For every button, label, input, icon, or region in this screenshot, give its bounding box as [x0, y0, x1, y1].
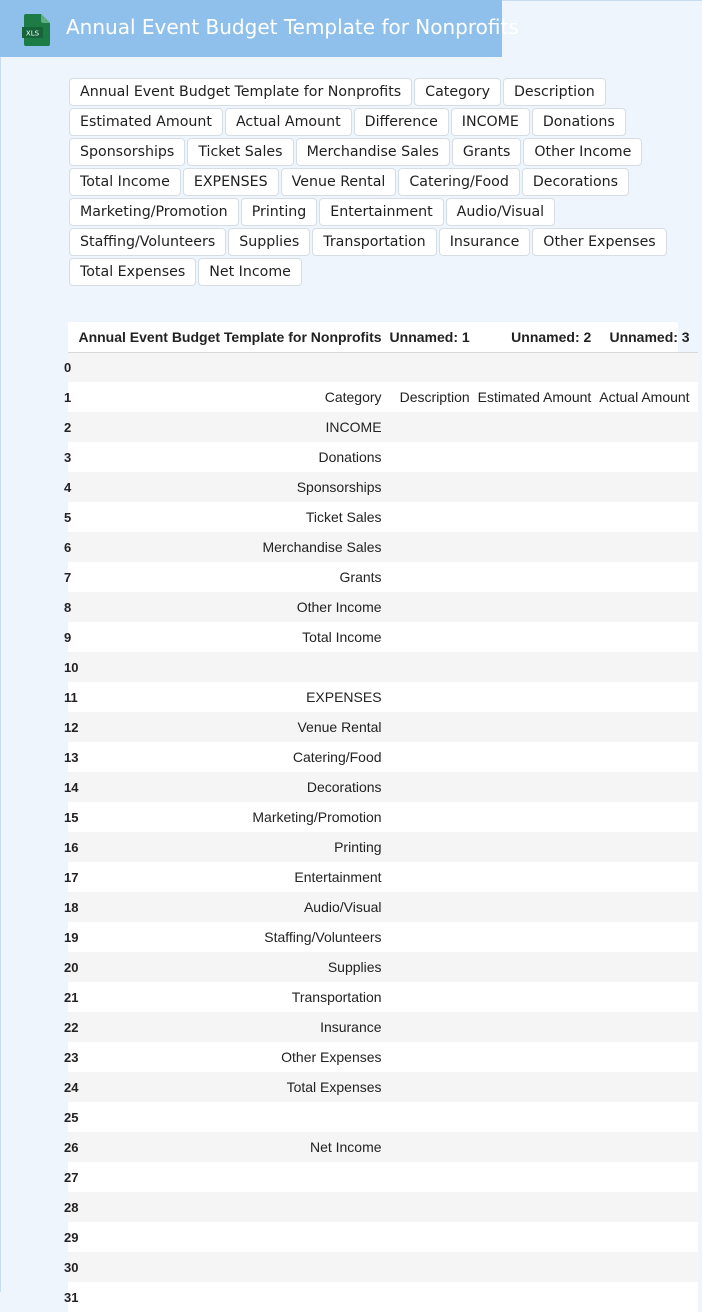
- table-cell[interactable]: [390, 952, 478, 982]
- table-cell[interactable]: Venue Rental: [297, 719, 382, 735]
- table-cell[interactable]: Donations: [318, 449, 382, 465]
- table-row: [68, 1102, 698, 1132]
- table-cell[interactable]: [390, 1192, 478, 1222]
- table-cell[interactable]: [599, 832, 697, 862]
- table-cell[interactable]: [599, 532, 697, 562]
- column-chip[interactable]: Estimated Amount: [69, 108, 223, 136]
- table-cell[interactable]: [478, 802, 600, 832]
- row-index: 11: [64, 689, 78, 705]
- page-title: Annual Event Budget Template for Nonprofits: [66, 15, 519, 39]
- table-row: [68, 442, 698, 472]
- table-cell[interactable]: [78, 1252, 389, 1282]
- table-cell[interactable]: Ticket Sales: [305, 509, 382, 525]
- table-row: [68, 742, 698, 772]
- table-cell[interactable]: [390, 1132, 478, 1162]
- column-chip[interactable]: Marketing/Promotion: [69, 198, 239, 226]
- table-cell[interactable]: [478, 622, 600, 652]
- table-cell[interactable]: [390, 1102, 478, 1132]
- column-chip[interactable]: Other Expenses: [532, 228, 666, 256]
- row-index: 29: [64, 1229, 79, 1245]
- table-cell[interactable]: [78, 352, 389, 382]
- table-header-row: [68, 322, 698, 352]
- row-index: 20: [64, 959, 79, 975]
- table-cell[interactable]: [599, 1282, 697, 1312]
- table-cell[interactable]: [78, 1222, 389, 1252]
- table-row: [68, 1252, 698, 1282]
- row-index: 6: [64, 539, 72, 555]
- table-cell[interactable]: [599, 1192, 697, 1222]
- spreadsheet-file-icon: [22, 14, 50, 46]
- table-cell[interactable]: Supplies: [327, 959, 382, 975]
- table-row: [68, 652, 698, 682]
- table-row: [68, 922, 698, 952]
- table-row: [68, 712, 698, 742]
- table-cell[interactable]: [390, 862, 478, 892]
- row-index: 8: [64, 599, 72, 615]
- column-chip[interactable]: Venue Rental: [281, 168, 397, 196]
- table-cell[interactable]: [599, 1162, 697, 1192]
- table-cell[interactable]: [599, 982, 697, 1012]
- row-index: 28: [64, 1199, 79, 1215]
- table-cell[interactable]: [478, 562, 600, 592]
- column-chip[interactable]: EXPENSES: [183, 168, 279, 196]
- table-cell[interactable]: [478, 1102, 600, 1132]
- table-cell[interactable]: [390, 1222, 478, 1252]
- column-chip[interactable]: Transportation: [312, 228, 436, 256]
- row-index: 17: [64, 869, 79, 885]
- table-cell[interactable]: [390, 1012, 478, 1042]
- table-cell[interactable]: Merchandise Sales: [262, 539, 382, 555]
- table-cell[interactable]: [478, 442, 600, 472]
- table-cell[interactable]: [599, 1252, 697, 1282]
- table-row: [68, 1012, 698, 1042]
- row-index: 7: [64, 569, 72, 585]
- data-table-container[interactable]: [64, 322, 690, 1305]
- table-cell[interactable]: [599, 592, 697, 622]
- table-row: [68, 472, 698, 502]
- table-cell[interactable]: [478, 1192, 600, 1222]
- row-index: 3: [64, 449, 72, 465]
- table-row: [68, 1192, 698, 1222]
- column-chip[interactable]: Staffing/Volunteers: [69, 228, 226, 256]
- table-cell[interactable]: [478, 1072, 600, 1102]
- column-header[interactable]: Annual Event Budget Template for Nonprofits: [78, 322, 389, 352]
- table-cell[interactable]: [478, 472, 600, 502]
- table-row: [68, 1072, 698, 1102]
- table-cell[interactable]: [599, 682, 697, 712]
- table-cell[interactable]: [599, 712, 697, 742]
- table-cell[interactable]: Printing: [334, 839, 382, 855]
- column-chip[interactable]: Category: [414, 78, 501, 106]
- table-cell[interactable]: Marketing/Promotion: [252, 809, 382, 825]
- row-index: 4: [64, 479, 72, 495]
- table-cell[interactable]: Estimated Amount: [477, 389, 592, 405]
- table-row: [68, 1282, 698, 1312]
- row-index: 18: [64, 899, 79, 915]
- row-index: 2: [64, 419, 72, 435]
- table-cell[interactable]: [599, 1012, 697, 1042]
- column-chip[interactable]: Annual Event Budget Template for Nonprofits: [69, 78, 412, 106]
- table-cell[interactable]: [599, 802, 697, 832]
- table-cell[interactable]: [390, 892, 478, 922]
- table-cell[interactable]: [478, 1132, 600, 1162]
- table-row: [68, 1222, 698, 1252]
- table-cell[interactable]: [478, 502, 600, 532]
- table-cell[interactable]: [478, 742, 600, 772]
- column-chip[interactable]: Net Income: [198, 258, 302, 286]
- table-cell[interactable]: [478, 1042, 600, 1072]
- row-index: 26: [64, 1139, 79, 1155]
- table-cell[interactable]: [390, 412, 478, 442]
- table-cell[interactable]: [390, 742, 478, 772]
- column-chip[interactable]: Merchandise Sales: [296, 138, 450, 166]
- index-header: [68, 322, 78, 352]
- table-cell[interactable]: [599, 652, 697, 682]
- table-cell[interactable]: [478, 862, 600, 892]
- table-cell[interactable]: [478, 1162, 600, 1192]
- table-row: [68, 772, 698, 802]
- row-index: 0: [64, 359, 72, 375]
- table-cell[interactable]: [478, 592, 600, 622]
- table-cell[interactable]: [478, 1282, 600, 1312]
- table-row: [68, 682, 698, 712]
- row-index: 19: [64, 929, 79, 945]
- row-index: 1: [64, 389, 72, 405]
- column-chip-list: [69, 78, 695, 286]
- row-index: 23: [64, 1049, 79, 1065]
- table-row: [68, 382, 698, 412]
- column-chip[interactable]: Printing: [241, 198, 318, 226]
- table-cell[interactable]: [599, 1222, 697, 1252]
- table-cell[interactable]: [599, 502, 697, 532]
- app-header: [0, 0, 519, 57]
- table-row: [68, 1162, 698, 1192]
- table-cell[interactable]: Description: [399, 389, 470, 405]
- table-cell[interactable]: [390, 832, 478, 862]
- table-cell[interactable]: [478, 352, 600, 382]
- row-index: 5: [64, 509, 72, 525]
- table-cell[interactable]: [478, 1012, 600, 1042]
- table-cell[interactable]: [599, 622, 697, 652]
- table-cell[interactable]: [478, 952, 600, 982]
- table-cell[interactable]: Other Expenses: [281, 1049, 382, 1065]
- table-row: [68, 832, 698, 862]
- table-cell[interactable]: [599, 922, 697, 952]
- table-row: [68, 352, 698, 382]
- row-index: 31: [64, 1289, 79, 1305]
- table-row: [68, 892, 698, 922]
- column-chip[interactable]: Difference: [354, 108, 449, 136]
- table-cell[interactable]: [390, 1162, 478, 1192]
- table-row: [68, 622, 698, 652]
- row-index: 22: [64, 1019, 79, 1035]
- table-cell[interactable]: Category: [324, 389, 382, 405]
- table-cell[interactable]: [78, 1192, 389, 1222]
- data-table: [64, 322, 698, 1312]
- table-cell[interactable]: [390, 922, 478, 952]
- column-chip[interactable]: Catering/Food: [398, 168, 519, 196]
- table-row: [68, 802, 698, 832]
- table-cell[interactable]: [478, 652, 600, 682]
- table-cell[interactable]: Audio/Visual: [303, 899, 382, 915]
- table-cell[interactable]: [390, 772, 478, 802]
- table-cell[interactable]: [599, 472, 697, 502]
- table-cell[interactable]: [390, 472, 478, 502]
- page-border-left: [0, 0, 1, 1292]
- row-index: 16: [64, 839, 79, 855]
- row-index: 13: [64, 749, 79, 765]
- table-cell[interactable]: [390, 982, 478, 1012]
- table-cell[interactable]: [390, 712, 478, 742]
- table-row: [68, 502, 698, 532]
- column-chip[interactable]: Entertainment: [319, 198, 443, 226]
- table-cell[interactable]: [599, 952, 697, 982]
- table-row: [68, 862, 698, 892]
- table-cell[interactable]: Other Income: [296, 599, 382, 615]
- table-cell[interactable]: [390, 1072, 478, 1102]
- row-index: 21: [64, 989, 79, 1005]
- column-chip[interactable]: Grants: [452, 138, 521, 166]
- table-cell[interactable]: [478, 1222, 600, 1252]
- table-cell[interactable]: [599, 1042, 697, 1072]
- table-row: [68, 1042, 698, 1072]
- table-row: [68, 952, 698, 982]
- table-cell[interactable]: [390, 802, 478, 832]
- table-cell[interactable]: Transportation: [291, 989, 382, 1005]
- column-chip[interactable]: Other Income: [523, 138, 642, 166]
- row-index: 30: [64, 1259, 79, 1275]
- table-cell[interactable]: [78, 652, 389, 682]
- table-cell[interactable]: Catering/Food: [292, 749, 382, 765]
- column-chip[interactable]: Decorations: [522, 168, 629, 196]
- table-cell[interactable]: INCOME: [325, 419, 382, 435]
- table-cell[interactable]: Total Income: [302, 629, 382, 645]
- column-chip[interactable]: Donations: [532, 108, 626, 136]
- table-cell[interactable]: [390, 1282, 478, 1312]
- column-chip[interactable]: INCOME: [451, 108, 530, 136]
- table-cell[interactable]: [390, 682, 478, 712]
- column-chip[interactable]: Insurance: [439, 228, 531, 256]
- row-index: 24: [64, 1079, 79, 1095]
- table-cell[interactable]: [390, 652, 478, 682]
- table-cell[interactable]: [78, 1102, 389, 1132]
- table-cell[interactable]: Decorations: [306, 779, 382, 795]
- table-cell[interactable]: Entertainment: [294, 869, 382, 885]
- column-chip[interactable]: Total Expenses: [69, 258, 196, 286]
- row-index: 25: [64, 1109, 79, 1125]
- column-header[interactable]: Unnamed: 1: [390, 322, 478, 352]
- row-index: 10: [64, 659, 79, 675]
- table-row: [68, 532, 698, 562]
- table-cell[interactable]: [478, 892, 600, 922]
- table-cell[interactable]: [478, 982, 600, 1012]
- table-cell[interactable]: [478, 922, 600, 952]
- table-cell[interactable]: [599, 772, 697, 802]
- table-cell[interactable]: [599, 742, 697, 772]
- table-cell[interactable]: [478, 412, 600, 442]
- table-cell[interactable]: [599, 1072, 697, 1102]
- table-cell[interactable]: [78, 1282, 389, 1312]
- column-chip[interactable]: Total Income: [69, 168, 181, 196]
- table-row: [68, 592, 698, 622]
- column-chip[interactable]: Actual Amount: [225, 108, 352, 136]
- table-cell[interactable]: [78, 1162, 389, 1192]
- table-row: [68, 562, 698, 592]
- table-cell[interactable]: [478, 712, 600, 742]
- column-chip[interactable]: Sponsorships: [69, 138, 185, 166]
- row-index: 12: [64, 719, 79, 735]
- table-row: [68, 1132, 698, 1162]
- column-header[interactable]: Unnamed: 3: [599, 322, 697, 352]
- table-cell[interactable]: [478, 682, 600, 712]
- table-cell[interactable]: Actual Amount: [599, 389, 690, 405]
- table-cell[interactable]: Sponsorships: [296, 479, 382, 495]
- table-cell[interactable]: [478, 532, 600, 562]
- table-cell[interactable]: [390, 352, 478, 382]
- table-cell[interactable]: [390, 562, 478, 592]
- row-index: 9: [64, 629, 72, 645]
- table-cell[interactable]: [478, 832, 600, 862]
- file-badge-text: XLS: [25, 29, 40, 38]
- row-index: 14: [64, 779, 79, 795]
- table-cell[interactable]: [599, 352, 697, 382]
- table-cell[interactable]: [599, 1102, 697, 1132]
- table-cell[interactable]: [390, 532, 478, 562]
- table-cell[interactable]: [478, 1252, 600, 1282]
- row-index: 27: [64, 1169, 79, 1185]
- table-cell[interactable]: [599, 862, 697, 892]
- table-cell[interactable]: EXPENSES: [306, 689, 382, 705]
- table-row: [68, 982, 698, 1012]
- column-chip[interactable]: Supplies: [228, 228, 310, 256]
- table-cell[interactable]: [599, 442, 697, 472]
- table-cell[interactable]: [599, 412, 697, 442]
- column-header[interactable]: Unnamed: 2: [478, 322, 600, 352]
- table-row: [68, 412, 698, 442]
- table-cell[interactable]: Insurance: [320, 1019, 382, 1035]
- column-chip[interactable]: Ticket Sales: [187, 138, 293, 166]
- table-cell[interactable]: Total Expenses: [286, 1079, 382, 1095]
- table-cell[interactable]: Grants: [339, 569, 382, 585]
- table-cell[interactable]: [390, 442, 478, 472]
- table-cell[interactable]: [478, 772, 600, 802]
- table-cell[interactable]: [390, 592, 478, 622]
- table-cell[interactable]: Staffing/Volunteers: [264, 929, 382, 945]
- table-cell[interactable]: [390, 502, 478, 532]
- row-index: 15: [64, 809, 79, 825]
- table-cell[interactable]: Net Income: [309, 1139, 382, 1155]
- table-cell[interactable]: [599, 1132, 697, 1162]
- table-cell[interactable]: [599, 562, 697, 592]
- table-cell[interactable]: [390, 1252, 478, 1282]
- column-chip[interactable]: Audio/Visual: [446, 198, 555, 226]
- table-cell[interactable]: [390, 622, 478, 652]
- table-cell[interactable]: [599, 892, 697, 922]
- table-cell[interactable]: [390, 1042, 478, 1072]
- column-chip[interactable]: Description: [503, 78, 606, 106]
